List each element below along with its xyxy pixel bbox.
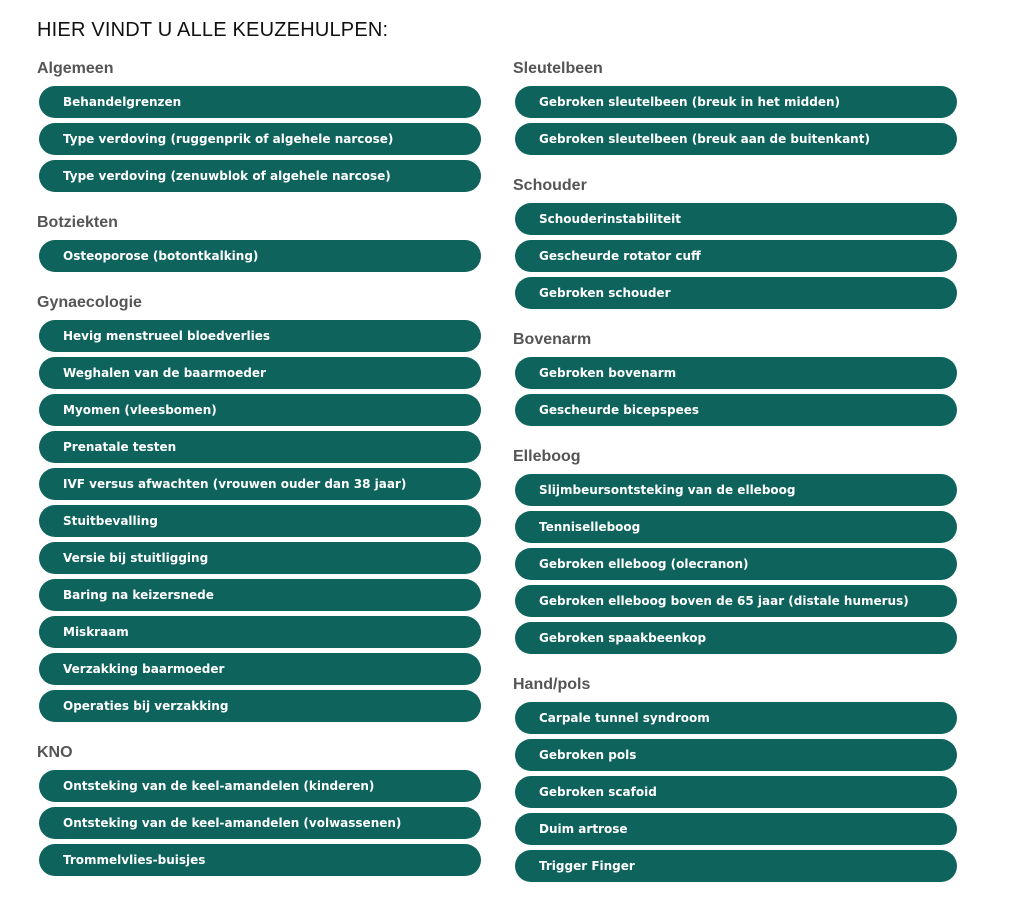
section-heading: Bovenarm: [513, 331, 592, 348]
section-heading: Gynaecologie: [37, 294, 142, 311]
section-heading: Elleboog: [513, 448, 581, 465]
decision-aid-link[interactable]: Type verdoving (zenuwblok of algehele narcose): [39, 160, 481, 192]
decision-aid-list: [513, 702, 957, 882]
decision-aid-link[interactable]: IVF versus afwachten (vrouwen ouder dan 38 jaar): [39, 468, 481, 500]
decision-aid-link[interactable]: Miskraam: [39, 616, 481, 648]
decision-aid-list: [513, 357, 957, 426]
section-sleutelbeen: [513, 58, 957, 155]
decision-aid-link[interactable]: Duim artrose: [515, 813, 957, 845]
decision-aid-list: [513, 203, 957, 309]
decision-aid-link[interactable]: Carpale tunnel syndroom: [515, 702, 957, 734]
decision-aid-link[interactable]: Ontsteking van de keel-amandelen (volwassenen): [39, 807, 481, 839]
decision-aid-link[interactable]: Stuitbevalling: [39, 505, 481, 537]
decision-aid-link[interactable]: Gebroken elleboog boven de 65 jaar (distale humerus): [515, 585, 957, 617]
decision-aid-link[interactable]: Gebroken pols: [515, 739, 957, 771]
decision-aid-link[interactable]: Trommelvlies-buisjes: [39, 844, 481, 876]
decision-aid-link[interactable]: Trigger Finger: [515, 850, 957, 882]
section-heading: Schouder: [513, 177, 587, 194]
decision-aid-list: [37, 240, 481, 272]
decision-aid-link[interactable]: Gebroken schouder: [515, 277, 957, 309]
decision-aid-link[interactable]: Gescheurde rotator cuff: [515, 240, 957, 272]
decision-aid-list: [513, 86, 957, 155]
section-botziekten: [37, 212, 481, 272]
section-kno: [37, 742, 481, 876]
decision-aid-link[interactable]: Operaties bij verzakking: [39, 690, 481, 722]
decision-aid-link[interactable]: Osteoporose (botontkalking): [39, 240, 481, 272]
decision-aid-link[interactable]: Schouderinstabiliteit: [515, 203, 957, 235]
page-title: HIER VINDT U ALLE KEUZEHULPEN:: [37, 19, 389, 41]
decision-aid-link[interactable]: Tenniselleboog: [515, 511, 957, 543]
decision-aid-list: [37, 770, 481, 876]
decision-aid-link[interactable]: Prenatale testen: [39, 431, 481, 463]
decision-aid-link[interactable]: Gebroken sleutelbeen (breuk in het midden): [515, 86, 957, 118]
section-algemeen: [37, 58, 481, 192]
section-hand-pols: [513, 674, 957, 882]
decision-aid-link[interactable]: Versie bij stuitligging: [39, 542, 481, 574]
decision-aid-list: [37, 86, 481, 192]
section-bovenarm: [513, 329, 957, 426]
section-gynaecologie: [37, 292, 481, 722]
decision-aid-list: [37, 320, 481, 722]
decision-aid-link[interactable]: Gebroken elleboog (olecranon): [515, 548, 957, 580]
section-schouder: [513, 175, 957, 309]
decision-aid-link[interactable]: Verzakking baarmoeder: [39, 653, 481, 685]
decision-aid-link[interactable]: Weghalen van de baarmoeder: [39, 357, 481, 389]
section-heading: Botziekten: [37, 214, 118, 231]
right-column: [513, 58, 957, 902]
decision-aid-link[interactable]: Slijmbeursontsteking van de elleboog: [515, 474, 957, 506]
decision-aid-link[interactable]: Gebroken scafoid: [515, 776, 957, 808]
decision-aid-list: [513, 474, 957, 654]
decision-aid-link[interactable]: Gebroken bovenarm: [515, 357, 957, 389]
decision-aid-link[interactable]: Behandelgrenzen: [39, 86, 481, 118]
section-heading: Hand/pols: [513, 676, 591, 693]
decision-aid-link[interactable]: Ontsteking van de keel-amandelen (kinderen): [39, 770, 481, 802]
decision-aid-link[interactable]: Baring na keizersnede: [39, 579, 481, 611]
decision-aid-link[interactable]: Gebroken spaakbeenkop: [515, 622, 957, 654]
section-elleboog: [513, 446, 957, 654]
decision-aid-link[interactable]: Myomen (vleesbomen): [39, 394, 481, 426]
decision-aid-link[interactable]: Gebroken sleutelbeen (breuk aan de buitenkant): [515, 123, 957, 155]
section-heading: Sleutelbeen: [513, 60, 603, 77]
decision-aid-link[interactable]: Type verdoving (ruggenprik of algehele narcose): [39, 123, 481, 155]
decision-aid-link[interactable]: Hevig menstrueel bloedverlies: [39, 320, 481, 352]
section-heading: KNO: [37, 744, 73, 761]
left-column: [37, 58, 481, 896]
section-heading: Algemeen: [37, 60, 114, 77]
decision-aid-link[interactable]: Gescheurde bicepspees: [515, 394, 957, 426]
